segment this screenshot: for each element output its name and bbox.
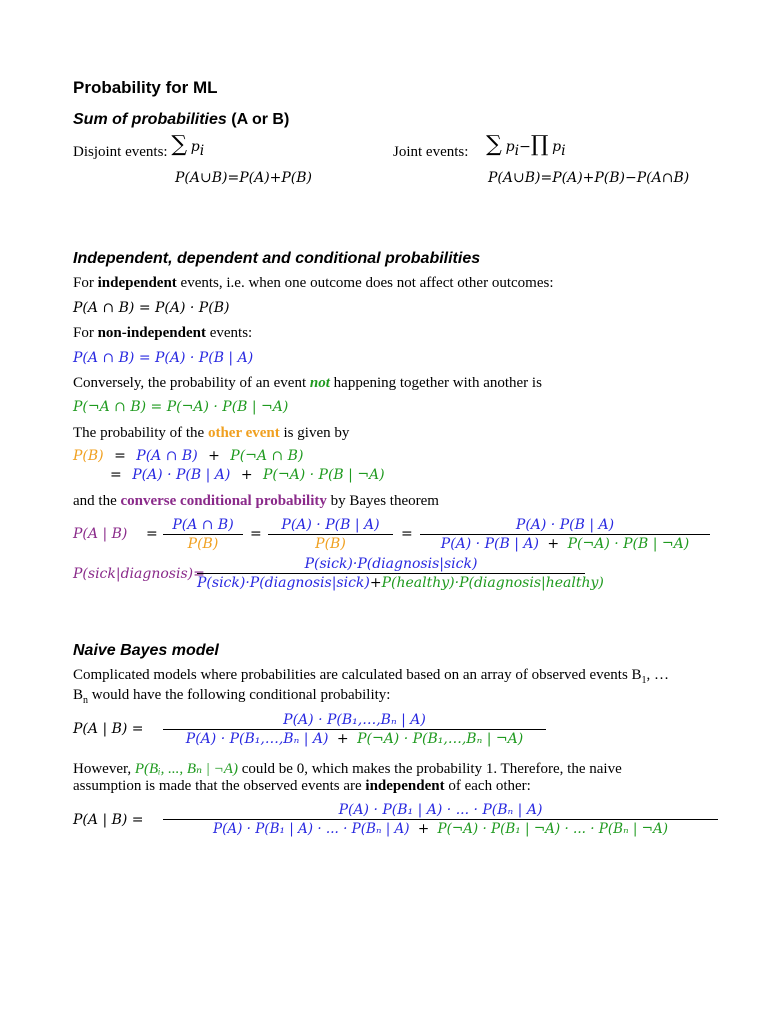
equals-sign: = [401, 526, 413, 542]
numerator: P(sick)·P(diagnosis|sick) [304, 556, 478, 572]
equation-total-line-1 [73, 448, 303, 464]
fraction-bar [163, 534, 243, 535]
numerator: P(A) · P(B₁ | A) · ... · P(Bₙ | A) [338, 802, 543, 818]
sick-term: P(sick)·P(diagnosis|sick) [197, 575, 370, 591]
product-symbol: ∏ [530, 132, 549, 157]
numerator: P(A) · P(B₁,…,Bₙ | A) [283, 712, 426, 728]
text: of each other: [444, 778, 531, 794]
section-heading-sum [73, 111, 289, 129]
not-a-term: P(¬A) · P(B₁ | ¬A) · ... · P(Bₙ | ¬A) [437, 821, 668, 837]
text: For [73, 325, 98, 341]
fraction-bar [197, 573, 585, 574]
bold-term: non-independent [97, 325, 206, 341]
section-heading-naive-bayes: Naive Bayes model [73, 642, 219, 659]
fraction-bar [420, 534, 710, 535]
naive-eq2-lhs: P(A | B) = [73, 812, 144, 828]
paragraph-not-happening [73, 375, 542, 392]
joint-label: Joint events: [393, 144, 469, 160]
not-a-term: P(¬A) · P(B | ¬A) [263, 467, 385, 483]
heading-plain-part: (A or B) [231, 111, 290, 128]
text: could be 0, which makes the probability 1. Therefore, the naive [237, 761, 622, 777]
plus-sign: + [240, 467, 253, 483]
plus-sign: + [336, 731, 349, 747]
p-b-term: P(B) [73, 448, 104, 464]
text: events, i.e. when one outcome does not affect other outcomes: [176, 275, 554, 291]
paragraph-complicated-line-2 [73, 687, 390, 706]
text: is given by [279, 425, 350, 441]
dependent-term: P(A) · P(B | A) [440, 536, 539, 552]
p-not-a-and-b-term: P(¬A ∩ B) [230, 448, 304, 464]
equation-independent: P(A ∩ B) = P(A) · P(B) [73, 300, 230, 316]
sick-lhs: P(sick|diagnosis)= [73, 566, 205, 582]
disjoint-var: p [190, 139, 200, 155]
equals-sign: = [114, 448, 126, 464]
bayes-lhs: P(A | B) [73, 526, 128, 542]
denominator [163, 731, 546, 747]
text: B [73, 687, 84, 703]
disjoint-label: Disjoint events: [73, 144, 168, 160]
disjoint-events-line [73, 132, 205, 160]
equals-sign: = [110, 467, 122, 483]
numerator: P(A) · P(B | A) [281, 517, 380, 533]
text: events: [205, 325, 253, 341]
joint-var-2: p [552, 139, 562, 155]
joint-sub-1: i [514, 143, 520, 159]
paragraph-independent [73, 275, 554, 292]
paragraph-other-event [73, 425, 349, 442]
naive-eq2-fraction [163, 802, 718, 837]
subscript: n [83, 695, 89, 706]
dependent-term: P(A) · P(B | A) [132, 467, 231, 483]
equation-dependent: P(A ∩ B) = P(A) · P(B | A) [73, 350, 254, 366]
healthy-term: P(healthy)·P(diagnosis|healthy) [381, 575, 604, 591]
plus-sign: + [547, 536, 560, 552]
bold-term: independent [365, 778, 445, 794]
page-title: Probability for ML [73, 78, 218, 97]
equation-total-line-2 [110, 467, 385, 483]
denominator: P(B) [315, 536, 346, 552]
naive-eq1-lhs: P(A | B) = [73, 721, 144, 737]
paragraph-however-line-2 [73, 778, 531, 795]
denominator: P(B) [187, 536, 219, 552]
heading-italic-part: Sum of probabilities [73, 111, 227, 128]
bold-term: independent [97, 275, 177, 291]
denominator [420, 536, 710, 552]
dependent-term: P(A) · P(B₁,…,Bₙ | A) [185, 731, 329, 747]
text: Conversely, the probability of an event [73, 375, 310, 391]
denominator [197, 575, 604, 591]
minus-sign: − [519, 139, 531, 155]
sum-symbol: ∑ [171, 132, 188, 157]
equals-sign: = [250, 526, 262, 542]
text: happening together with another is [329, 375, 542, 391]
joint-sub-2: i [561, 143, 566, 159]
text: However, [73, 761, 135, 777]
equation-disjoint: P(A∪B)=P(A)+P(B) [175, 170, 313, 186]
paragraph-non-independent [73, 325, 252, 342]
denominator [163, 821, 718, 837]
fraction-bar [163, 819, 718, 820]
text: The probability of the [73, 425, 208, 441]
text: Complicated models where probabilities are calculated based on an array of observed events B [73, 667, 642, 683]
text: For [73, 275, 98, 291]
emphasis-converse-conditional: converse conditional probability [120, 493, 327, 509]
joint-events-line [393, 132, 566, 160]
bayes-fraction-1 [163, 517, 243, 552]
p-a-and-b-term: P(A ∩ B) [136, 448, 198, 464]
bayes-fraction-3 [420, 517, 710, 552]
paragraph-however-line-1 [73, 759, 622, 778]
dependent-term: P(A) · P(B₁ | A) · ... · P(Bₙ | A) [212, 821, 410, 837]
not-a-term: P(¬A) · P(B | ¬A) [567, 536, 690, 552]
text: and the [73, 493, 121, 509]
equation-not-a: P(¬A ∩ B) = P(¬A) · P(B | ¬A) [73, 399, 289, 415]
emphasis-other-event: other event [207, 425, 280, 441]
subscript: 1 [641, 675, 647, 686]
fraction-bar [268, 534, 393, 535]
equation-joint: P(A∪B)=P(A)+P(B)−P(A∩B) [488, 170, 690, 186]
plus-sign: + [417, 821, 430, 837]
text: , … [646, 667, 670, 683]
bayes-fraction-2 [268, 517, 393, 552]
paragraph-bayes [73, 493, 439, 510]
not-a-term: P(¬A) · P(B₁,…,Bₙ | ¬A) [357, 731, 524, 747]
section-heading-conditional: Independent, dependent and conditional probabilities [73, 250, 481, 267]
equals-sign: = [146, 526, 158, 542]
numerator: P(A ∩ B) [172, 517, 234, 533]
naive-eq1-fraction [163, 712, 546, 747]
emphasis-not: not [309, 375, 330, 391]
plus-sign: + [208, 448, 220, 464]
text: would have the following conditional probability: [88, 687, 391, 703]
sum-symbol: ∑ [486, 132, 502, 157]
paragraph-complicated-line-1 [73, 667, 669, 686]
numerator: P(A) · P(B | A) [515, 517, 615, 533]
joint-var-1: p [505, 139, 515, 155]
disjoint-sub: i [199, 143, 205, 159]
green-expression: P(Bᵢ, ..., Bₙ | ¬A) [134, 761, 238, 777]
text: by Bayes theorem [326, 493, 439, 509]
text: assumption is made that the observed events are [73, 778, 366, 794]
plus-sign: + [369, 575, 382, 591]
sick-fraction [197, 556, 604, 591]
fraction-bar [163, 729, 546, 730]
